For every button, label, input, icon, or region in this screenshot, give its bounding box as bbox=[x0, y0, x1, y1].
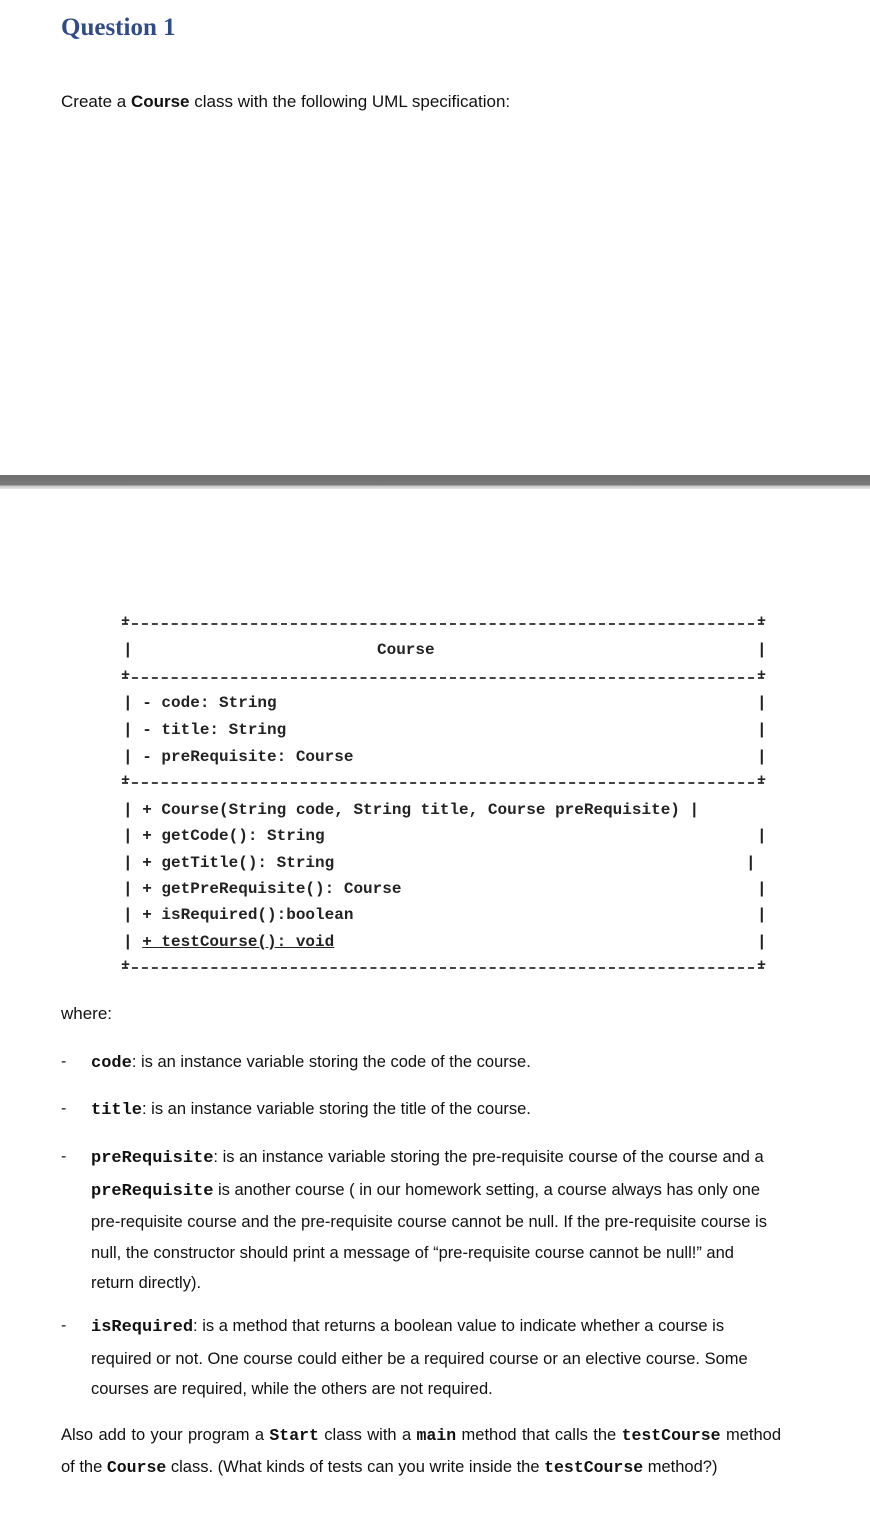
definition-title: title: is an instance variable storing the title of the course. bbox=[91, 1100, 531, 1120]
bullet-dash: - bbox=[61, 1317, 67, 1334]
page-divider bbox=[0, 475, 870, 489]
definition-code: code: is an instance variable storing the code of the course. bbox=[91, 1053, 531, 1073]
uml-method-static: | + testCourse(): void bbox=[123, 933, 335, 951]
uml-method: | + isRequired():boolean bbox=[123, 906, 354, 924]
uml-method: | + getPreRequisite(): Course bbox=[123, 880, 402, 898]
question-heading: Question 1 bbox=[61, 14, 176, 41]
where-label: where: bbox=[61, 1004, 113, 1023]
uml-method: | + Course(String code, String title, Course preRequisite) | bbox=[123, 801, 700, 819]
intro-class-name: Course bbox=[130, 92, 190, 111]
uml-class-name: Course bbox=[377, 641, 435, 659]
uml-attribute: | - preRequisite: Course bbox=[123, 748, 354, 766]
uml-border-header bbox=[122, 677, 764, 689]
uml-border-attributes bbox=[122, 782, 764, 794]
intro-text: Create a Course class with the following UML specification: bbox=[61, 92, 511, 111]
bullet-dash: - bbox=[61, 1148, 67, 1165]
definition-prerequisite: preRequisite: is an instance variable storing the pre-requisite course of the course and a preRequisite is another course ( in our homework setting, a course always has only one pre-requisite course and the pre-requisite course cannot be null. If the pre-requisite course is null, the constructor should print a message of “pre-requisite course cannot be null!” and return directly). bbox=[91, 1148, 767, 1292]
closing-paragraph: Also add to your program a Start class with a main method that calls the testCourse method of the Course class. (What kinds of tests can you write inside the testCourse method?) bbox=[61, 1426, 782, 1477]
uml-method: | + getCode(): String bbox=[123, 827, 325, 845]
bullet-dash: - bbox=[61, 1053, 67, 1070]
uml-method: | + getTitle(): String bbox=[123, 854, 335, 872]
uml-border-top bbox=[122, 623, 764, 635]
definition-isrequired: isRequired: is a method that returns a boolean value to indicate whether a course is required or not. One course could either be a required course or an elective course. Some courses are required, while the others are not required. bbox=[91, 1317, 748, 1398]
bullet-dash: - bbox=[61, 1100, 67, 1117]
uml-attribute: | - code: String bbox=[123, 694, 277, 712]
uml-border-bottom bbox=[122, 967, 764, 979]
uml-attribute: | - title: String bbox=[123, 721, 287, 739]
